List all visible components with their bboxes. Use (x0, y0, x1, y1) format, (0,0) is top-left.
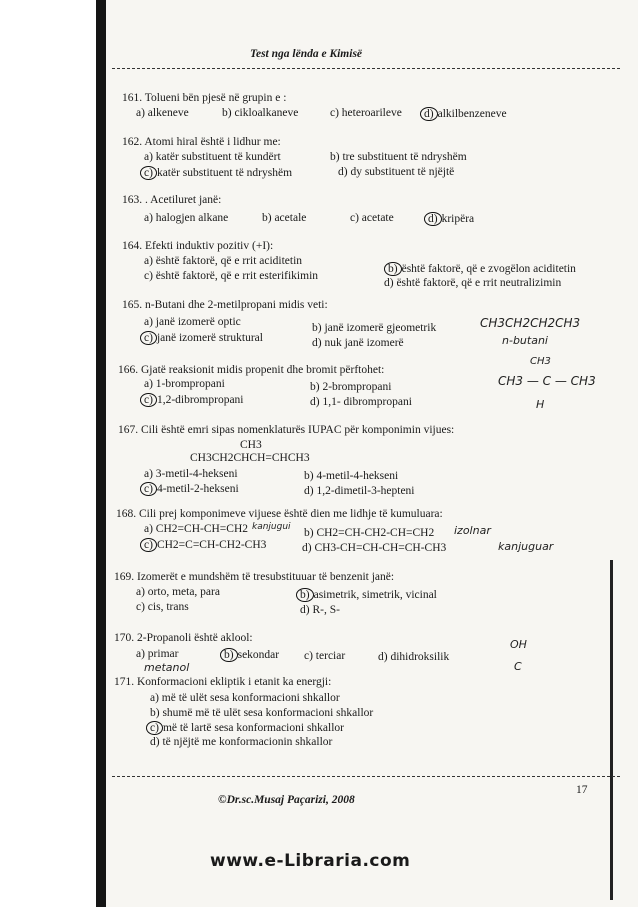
option-164-d: d) është faktorë, që e rrit neutralizimin (384, 277, 562, 289)
option-167-b: b) 4-metil-4-hekseni (304, 470, 399, 482)
handwritten-note: kanjuguar (498, 540, 554, 553)
handwritten-note: kanjugui (252, 522, 291, 532)
spine-edge (96, 0, 106, 907)
option-170-b: b) sekondar (220, 648, 279, 662)
option-166-d: d) 1,1- dibrompropani (310, 396, 412, 408)
option-171-c: c) më të lartë sesa konformacioni shkallor (146, 721, 344, 735)
circled-answer: c) (140, 166, 157, 180)
option-162-c: c) katër substituent të ndryshëm (140, 166, 292, 180)
circled-answer: d) (420, 107, 438, 121)
circled-answer: b) (220, 648, 238, 662)
option-166-a: a) 1-brompropani (144, 378, 225, 390)
book-spine-shadow (0, 0, 104, 907)
question-161: 161. Tolueni bën pjesë në grupin e : (122, 92, 287, 104)
option-168-c: c) CH2=C=CH-CH2-CH3 (140, 538, 266, 552)
handwritten-structure: CH3 — C — CH3 (498, 374, 596, 388)
question-169: 169. Izomerët e mundshëm të tresubstituuar të benzenit janë: (114, 571, 395, 583)
option-161-d: d) alkilbenzeneve (420, 107, 507, 121)
option-168-a: a) CH2=CH-CH=CH2 (144, 523, 249, 535)
footer-author: ©Dr.sc.Musaj Paçarizi, 2008 (218, 794, 355, 806)
option-166-c: c) 1,2-dibrompropani (140, 393, 244, 407)
option-167-a: a) 3-metil-4-hekseni (144, 468, 238, 480)
circled-answer: c) (140, 393, 157, 407)
footer-rule (112, 776, 620, 777)
question-170: 170. 2-Propanoli është aklool: (114, 632, 253, 644)
option-163-d: d) kripëra (424, 212, 474, 226)
option-171-d: d) të njëjtë me konformacionin shkallor (150, 736, 333, 748)
option-169-d: d) R-, S- (300, 604, 340, 616)
option-163-c: c) acetate (350, 212, 394, 224)
option-165-a: a) janë izomerë optic (144, 316, 241, 328)
option-165-c: c) janë izomerë struktural (140, 331, 263, 345)
option-161-c: c) heteroarileve (330, 107, 402, 119)
option-171-b: b) shumë më të ulët sesa konformacioni shkallor (150, 707, 374, 719)
handwritten-note: izolnar (454, 524, 491, 537)
option-169-a: a) orto, meta, para (136, 586, 220, 598)
question-168: 168. Cili prej komponimeve vijuese është dien me lidhje të kumuluara: (116, 508, 443, 520)
header-rule (112, 68, 620, 69)
option-162-b: b) tre substituent të ndryshëm (330, 151, 467, 163)
option-167-d: d) 1,2-dimetil-3-hepteni (304, 485, 415, 497)
option-164-b: b) është faktorë, që e zvogëlon aciditetin (384, 262, 576, 276)
question-165: 165. n-Butani dhe 2-metilpropani midis veti: (122, 299, 328, 311)
circled-answer: c) (140, 482, 157, 496)
handwritten-hydrogen: H (536, 398, 545, 411)
option-165-d: d) nuk janë izomerë (312, 337, 404, 349)
question-171: 171. Konformacioni ekliptik i etanit ka energji: (114, 676, 332, 688)
question-166: 166. Gjatë reaksionit midis propenit dhe bromit përftohet: (118, 364, 385, 376)
option-167-c: c) 4-metil-2-hekseni (140, 482, 239, 496)
question-167: 167. Cili është emri sipas nomenklaturës IUPAC për komponimin vijues: (118, 424, 455, 436)
handwritten-carbon: C (514, 660, 522, 673)
option-169-b: b) asimetrik, simetrik, vicinal (296, 588, 437, 602)
circled-answer: c) (140, 538, 157, 552)
option-170-c: c) terciar (304, 650, 346, 662)
option-165-b: b) janë izomerë gjeometrik (312, 322, 437, 334)
option-161-b: b) cikloalkaneve (222, 107, 299, 119)
question-163: 163. . Acetiluret janë: (122, 194, 222, 206)
option-170-d: d) dihidroksilik (378, 651, 450, 663)
option-166-b: b) 2-brompropani (310, 381, 392, 393)
option-163-a: a) halogjen alkane (144, 212, 229, 224)
circled-answer: b) (296, 588, 314, 602)
watermark: www.e-Libraria.com (210, 851, 411, 871)
page-header: Test nga lënda e Kimisë (250, 48, 363, 60)
option-164-a: a) është faktorë, që e rrit aciditetin (144, 255, 303, 267)
option-164-c: c) është faktorë, që e rrit esterifikimin (144, 270, 319, 282)
formula-167-branch: CH3 (240, 439, 262, 451)
circled-answer: b) (384, 262, 402, 276)
handwritten-formula: CH3CH2CH2CH3 (480, 316, 581, 330)
page-number: 17 (576, 784, 588, 796)
option-171-a: a) më të ulët sesa konformacioni shkallor (150, 692, 340, 704)
option-169-c: c) cis, trans (136, 601, 189, 613)
question-162: 162. Atomi hiral është i lidhur me: (122, 136, 281, 148)
option-162-a: a) katër substituent të kundërt (144, 151, 281, 163)
option-168-b: b) CH2=CH-CH2-CH=CH2 (304, 527, 435, 539)
handwritten-note: metanol (144, 661, 190, 674)
circled-answer: c) (140, 331, 157, 345)
question-164: 164. Efekti induktiv pozitiv (+I): (122, 240, 274, 252)
handwritten-branch: CH3 (530, 356, 551, 367)
option-170-a: a) primar (136, 648, 179, 660)
handwritten-hydroxyl: OH (510, 638, 527, 651)
option-163-b: b) acetale (262, 212, 307, 224)
formula-167-chain: CH3CH2CHCH=CHCH3 (190, 452, 310, 464)
right-edge-line (610, 560, 613, 900)
option-162-d: d) dy substituent të njëjtë (338, 166, 455, 178)
option-168-d: d) CH3-CH=CH-CH=CH-CH3 (302, 542, 447, 554)
option-161-a: a) alkeneve (136, 107, 189, 119)
circled-answer: d) (424, 212, 442, 226)
circled-answer: c) (146, 721, 163, 735)
handwritten-note: n-butani (502, 334, 548, 347)
